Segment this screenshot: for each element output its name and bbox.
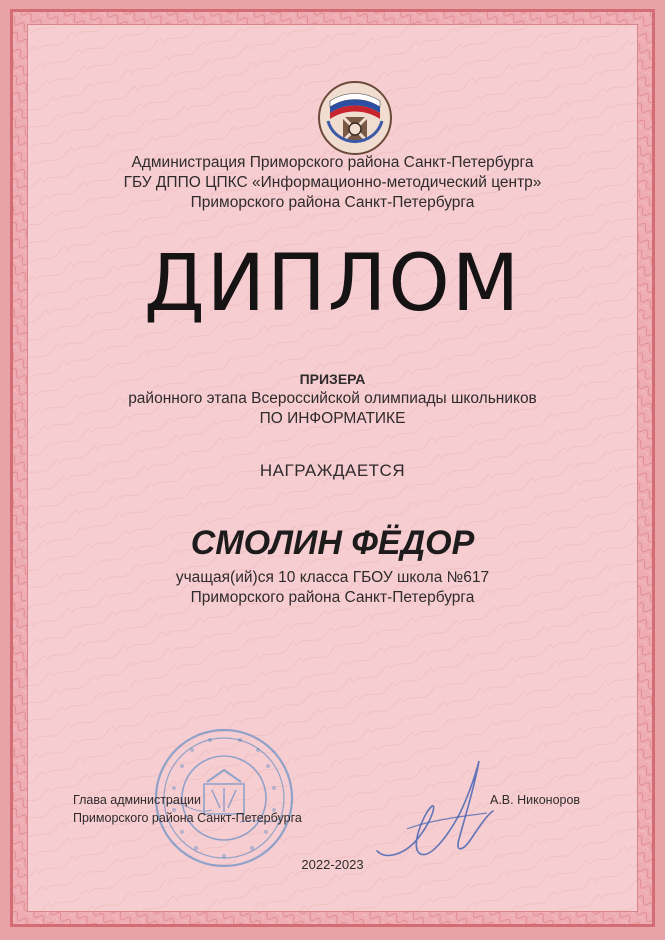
signatory-name: А.В. Никоноров xyxy=(490,793,581,807)
student-info-line-2: Приморского района Санкт-Петербурга xyxy=(190,589,475,606)
award-type: ПРИЗЕРА xyxy=(299,371,366,387)
olympiad-subject: ПО ИНФОРМАТИКЕ xyxy=(259,410,406,427)
academic-year: 2022-2023 xyxy=(301,857,364,872)
olympiad-emblem-icon xyxy=(310,73,400,163)
recipient-name: СМОЛИН ФЁДОР xyxy=(190,524,475,562)
organization-line-3: Приморского района Санкт-Петербурга xyxy=(190,194,475,211)
diploma-content xyxy=(24,21,641,919)
signatory-position-line-1: Глава администрации xyxy=(73,793,201,807)
olympiad-stage: районного этапа Всероссийской олимпиады школьников xyxy=(128,390,537,407)
signatory-position-line-2: Приморского района Санкт-Петербурга xyxy=(73,811,302,825)
organization-line-2: ГБУ ДППО ЦПКС «Информационно-методический центр» xyxy=(123,174,542,191)
diploma-title: ДИПЛОМ xyxy=(143,239,522,329)
organization-line-1: Администрация Приморского района Санкт-Петербурга xyxy=(131,154,534,171)
student-info-line-1: учащая(ий)ся 10 класса ГБОУ школа №617 xyxy=(175,569,490,586)
awarded-label: НАГРАЖДАЕТСЯ xyxy=(259,461,406,480)
